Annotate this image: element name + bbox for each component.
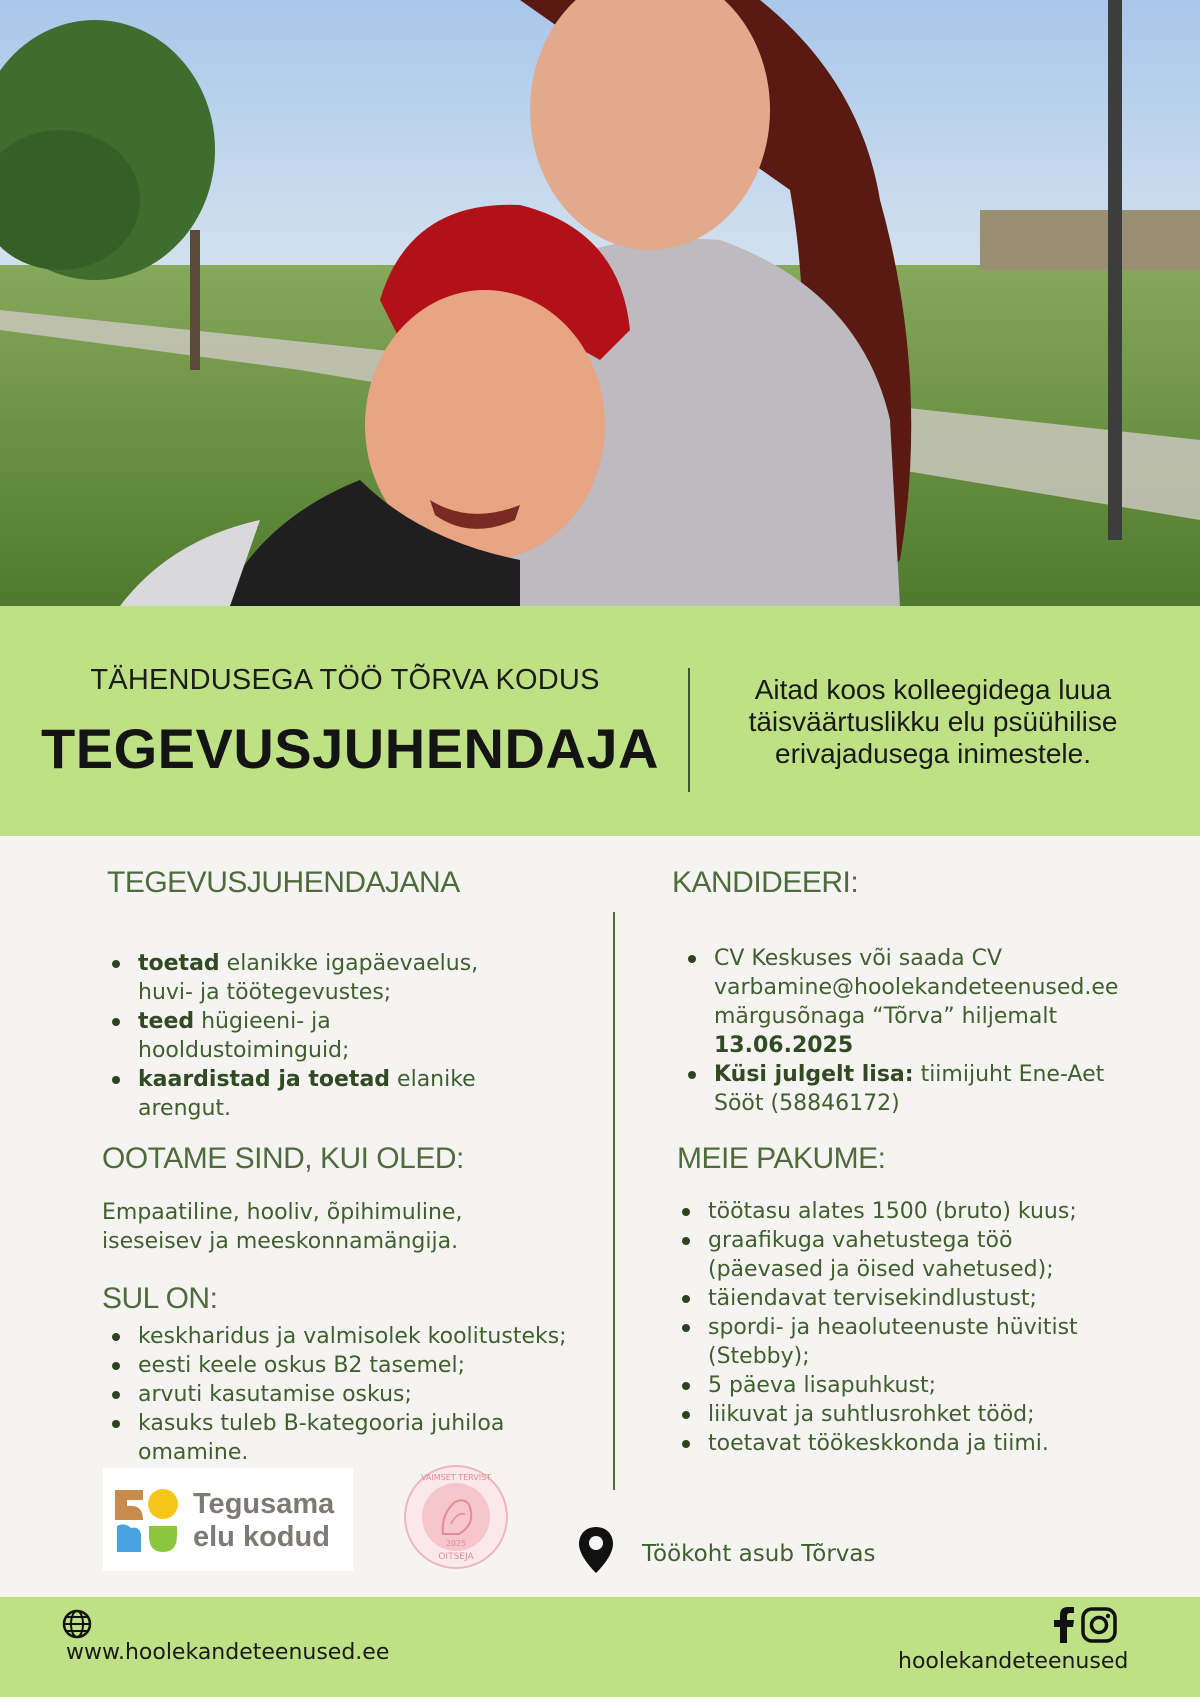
duty-text: arengut. <box>138 1096 232 1121</box>
expect-text <box>102 1198 602 1256</box>
footer <box>0 1597 1200 1697</box>
expect-heading: OOTAME SIND, KUI OLED: <box>102 1142 464 1175</box>
list-item <box>674 1313 1194 1371</box>
column-divider <box>613 912 615 1490</box>
tegusama-logo-text <box>193 1488 334 1554</box>
logo-line: elu kodud <box>193 1521 330 1553</box>
duty-verb: toetad <box>138 951 220 976</box>
ask-more-label: Küsi julgelt lisa: <box>714 1062 914 1087</box>
list-item-text: spordi- ja heaoluteenuste hüvitist <box>708 1315 1078 1340</box>
duty-text: hooldustoiminguid; <box>138 1038 350 1063</box>
duty-text: huvi- ja töötegevustes; <box>138 980 392 1005</box>
banner-divider <box>688 668 690 792</box>
list-item-text: graafikuga vahetustega töö <box>708 1228 1013 1253</box>
offer-heading: MEIE PAKUME: <box>677 1142 886 1175</box>
list-item: keskharidus ja valmisolek koolitusteks; <box>104 1322 604 1351</box>
logo-line: Tegusama <box>193 1488 335 1520</box>
list-item-text: (päevased ja öised vahetused); <box>708 1257 1054 1282</box>
list-item: toetavat töökeskkonda ja tiimi. <box>674 1429 1194 1458</box>
apply-line: CV Keskuses või saada CV <box>714 946 1003 971</box>
list-item: 5 päeva lisapuhkust; <box>674 1371 1194 1400</box>
location-pin-icon <box>578 1526 614 1574</box>
social-handle[interactable]: hoolekandeteenused <box>898 1649 1129 1674</box>
list-item: töötasu alates 1500 (bruto) kuus; <box>674 1197 1194 1226</box>
title-banner <box>0 606 1200 836</box>
banner-tagline <box>700 674 1166 770</box>
list-item <box>104 1065 584 1123</box>
list-item: täiendavat tervisekindlustust; <box>674 1284 1194 1313</box>
mental-health-seal <box>403 1464 509 1570</box>
instagram-icon[interactable] <box>1081 1607 1117 1643</box>
tegusama-logo-icon <box>113 1486 183 1556</box>
offers-list <box>674 1197 1194 1458</box>
duty-verb: kaardistad ja toetad <box>138 1067 391 1092</box>
apply-list <box>680 944 1180 1118</box>
list-item-text: kasuks tuleb B-kategooria juhiloa <box>138 1411 505 1436</box>
list-item: arvuti kasutamise oskus; <box>104 1380 604 1409</box>
expect-line: iseseisev ja meeskonnamängija. <box>102 1229 459 1254</box>
have-heading: SUL ON: <box>102 1282 218 1315</box>
requirements-list <box>104 1322 604 1467</box>
website-link[interactable]: www.hoolekandeteenused.ee <box>66 1640 390 1665</box>
duty-text: elanikke igapäevaelus, <box>219 951 479 976</box>
list-item-text: (Stebby); <box>708 1344 810 1369</box>
expect-line: Empaatiline, hooliv, õpihimuline, <box>102 1200 463 1225</box>
apply-line: märgusõnaga “Tõrva” hiljemalt <box>714 1004 1058 1029</box>
list-item-text: omamine. <box>138 1440 249 1465</box>
workplace-location: Töökoht asub Tõrvas <box>642 1541 876 1567</box>
tegusama-logo <box>103 1468 353 1571</box>
hero-photo-illustration <box>0 0 1200 606</box>
list-item: eesti keele oskus B2 tasemel; <box>104 1351 604 1380</box>
globe-icon <box>62 1609 92 1639</box>
duty-text: hügieeni- ja <box>194 1009 331 1034</box>
list-item <box>680 944 1180 1060</box>
apply-heading: KANDIDEERI: <box>672 866 859 899</box>
list-item <box>104 1007 584 1065</box>
facebook-icon[interactable] <box>1050 1607 1076 1643</box>
contact-person: tiimijuht Ene-Aet <box>913 1062 1105 1087</box>
job-title: TEGEVUSJUHENDAJA <box>41 717 659 780</box>
contact-phone: Sööt (58846172) <box>714 1091 900 1116</box>
list-item <box>104 1409 604 1467</box>
duty-text: elanike <box>390 1067 476 1092</box>
banner-subtitle: TÄHENDUSEGA TÖÖ TÕRVA KODUS <box>90 664 600 696</box>
list-item <box>674 1226 1194 1284</box>
role-heading: TEGEVUSJUHENDAJANA <box>107 866 460 899</box>
duty-verb: teed <box>138 1009 195 1034</box>
list-item <box>680 1060 1180 1118</box>
contact-email[interactable]: varbamine@hoolekandeteenused.ee <box>714 975 1119 1000</box>
deadline-date: 13.06.2025 <box>714 1033 854 1058</box>
tagline-line: täisväärtuslikku elu psüühilise <box>748 706 1118 737</box>
hero-photo <box>0 0 1200 606</box>
list-item <box>104 949 584 1007</box>
tagline-line: Aitad koos kolleegidega luua <box>754 674 1112 705</box>
tagline-line: erivajadusega inimestele. <box>775 738 1091 769</box>
seal-top-text: VAIMSET TERVIST <box>420 1473 492 1482</box>
duties-list <box>104 949 584 1123</box>
list-item: liikuvat ja suhtlusrohket tööd; <box>674 1400 1194 1429</box>
seal-bottom-text: OITSEJA <box>438 1552 474 1562</box>
seal-year: 2025 <box>445 1539 467 1548</box>
